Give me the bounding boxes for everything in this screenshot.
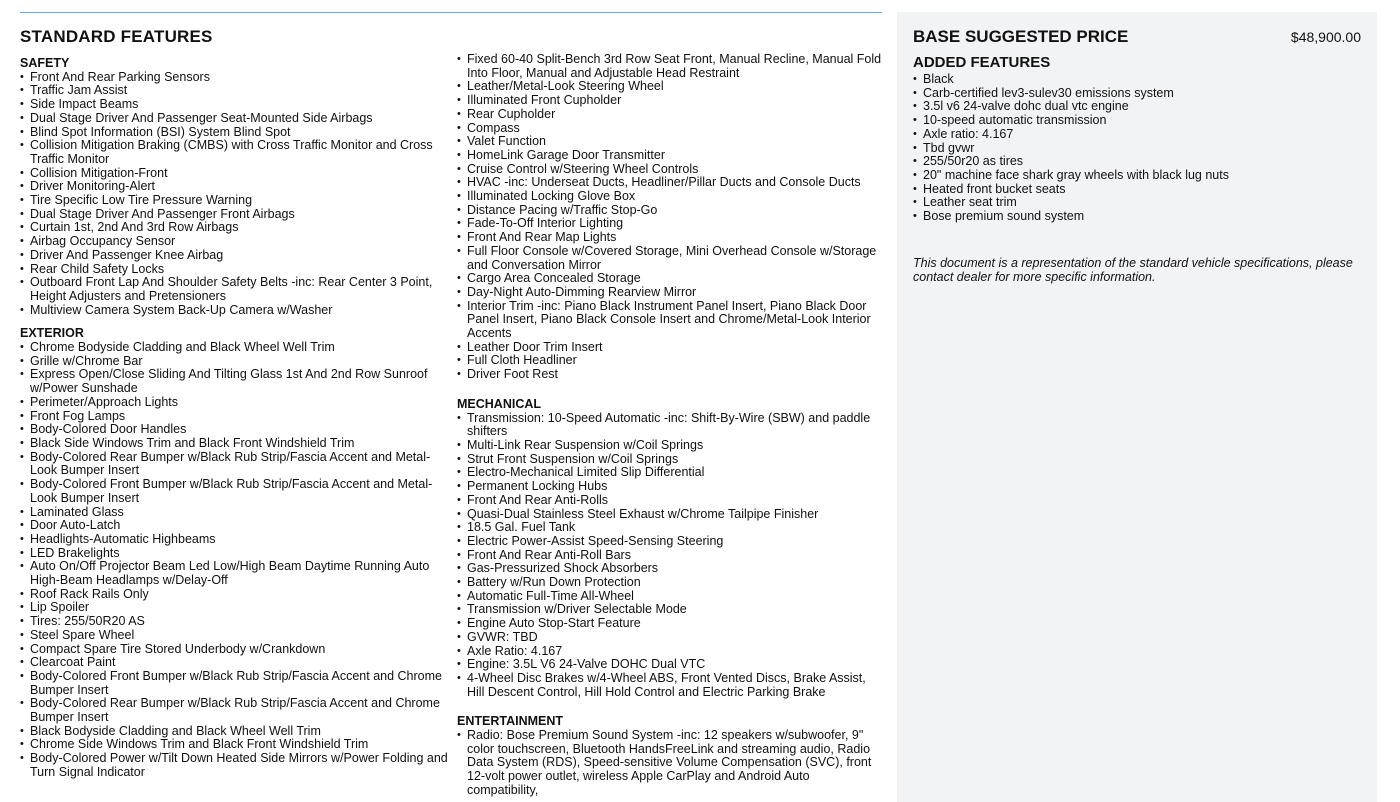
added-feature-item: • Leather seat trim [913,196,1361,210]
safety-item: • Driver Monitoring-Alert [20,180,450,194]
interior-item: • HomeLink Garage Door Transmitter [457,149,882,163]
mechanical-item: • Axle Ratio: 4.167 [457,645,882,659]
interior-item: • Leather/Metal-Look Steering Wheel [457,80,882,94]
mechanical-item: • Automatic Full-Time All-Wheel [457,590,882,604]
interior-item: • Illuminated Locking Glove Box [457,190,882,204]
interior-item: • Driver Foot Rest [457,368,882,382]
safety-item: • Dual Stage Driver And Passenger Seat-Mounted Side Airbags [20,112,450,126]
interior-item: • Front And Rear Map Lights [457,231,882,245]
interior-item: • Valet Function [457,135,882,149]
interior-item: • HVAC -inc: Underseat Ducts, Headliner/Pillar Ducts and Console Ducts [457,176,882,190]
safety-item: • Airbag Occupancy Sensor [20,235,450,249]
standard-features-title: STANDARD FEATURES [20,27,213,46]
mechanical-heading: MECHANICAL [457,396,542,411]
price-row [913,26,1361,48]
interior-item: • Rear Cupholder [457,108,882,122]
exterior-item: • Body-Colored Front Bumper w/Black Rub Strip/Fascia Accent and Metal-Look Bumper Insert [20,478,450,505]
standard-features-left-column [20,26,450,780]
added-features [913,53,1361,224]
safety-list [20,71,450,318]
interior-item: • Fixed 60-40 Split-Bench 3rd Row Seat Front, Manual Recline, Manual Fold Into Floor, Manual and Adjustable Head Restraint [457,53,882,80]
disclaimer-text: This document is a representation of the standard vehicle specifications, please contact dealer for more specific information. [913,256,1353,284]
mechanical-item: • Transmission: 10-Speed Automatic -inc: Shift-By-Wire (SBW) and paddle shifters [457,412,882,439]
exterior-item: • LED Brakelights [20,547,450,561]
interior-item: • Leather Door Trim Insert [457,341,882,355]
mechanical-item: • Quasi-Dual Stainless Steel Exhaust w/Chrome Tailpipe Finisher [457,508,882,522]
mechanical-item: • Front And Rear Anti-Rolls [457,494,882,508]
mechanical-item: • GVWR: TBD [457,631,882,645]
standard-features-middle-column [457,53,882,798]
mechanical-item: • 18.5 Gal. Fuel Tank [457,521,882,535]
safety-item: • Collision Mitigation Braking (CMBS) with Cross Traffic Monitor and Cross Traffic Monitor [20,139,450,166]
pricing-panel [897,12,1377,802]
safety-item: • Front And Rear Parking Sensors [20,71,450,85]
safety-item: • Blind Spot Information (BSI) System Blind Spot [20,126,450,140]
safety-heading: SAFETY [20,56,70,70]
base-price-label: BASE SUGGESTED PRICE [913,27,1129,46]
safety-item: • Rear Child Safety Locks [20,263,450,277]
safety-item: • Collision Mitigation-Front [20,167,450,181]
exterior-item: • Roof Rack Rails Only [20,588,450,602]
exterior-item: • Auto On/Off Projector Beam Led Low/High Beam Daytime Running Auto High-Beam Headlamps w/Delay-Off [20,560,450,587]
added-feature-item: • Bose premium sound system [913,210,1361,224]
added-features-title: ADDED FEATURES [913,54,1051,71]
added-feature-item: • 20" machine face shark gray wheels with black lug nuts [913,169,1361,183]
safety-item: • Side Impact Beams [20,98,450,112]
added-feature-item: • Axle ratio: 4.167 [913,128,1361,142]
added-feature-item: • 10-speed automatic transmission [913,114,1361,128]
exterior-item: • Black Side Windows Trim and Black Front Windshield Trim [20,437,450,451]
exterior-item: • Tires: 255/50R20 AS [20,615,450,629]
added-feature-item: • 3.5l v6 24-valve dohc dual vtc engine [913,100,1361,114]
exterior-item: • Front Fog Lamps [20,410,450,424]
safety-item: • Traffic Jam Assist [20,84,450,98]
exterior-item: • Body-Colored Rear Bumper w/Black Rub Strip/Fascia Accent and Chrome Bumper Insert [20,697,450,724]
exterior-heading: EXTERIOR [20,326,84,341]
interior-item: • Distance Pacing w/Traffic Stop-Go [457,204,882,218]
interior-item: • Fade-To-Off Interior Lighting [457,217,882,231]
interior-item: • Interior Trim -inc: Piano Black Instrument Panel Insert, Piano Black Door Panel Insert, Piano Black Console Insert and Chrome/Metal-Look Interior Accents [457,300,882,341]
mechanical-item: • Battery w/Run Down Protection [457,576,882,590]
exterior-item: • Body-Colored Front Bumper w/Black Rub Strip/Fascia Accent and Chrome Bumper Insert [20,670,450,697]
safety-item: • Curtain 1st, 2nd And 3rd Row Airbags [20,221,450,235]
exterior-item: • Black Bodyside Cladding and Black Wheel Well Trim [20,725,450,739]
exterior-item: • Body-Colored Door Handles [20,423,450,437]
mechanical-item: • Engine: 3.5L V6 24-Valve DOHC Dual VTC [457,658,882,672]
entertainment-list [457,729,882,798]
mechanical-item: • Electric Power-Assist Speed-Sensing Steering [457,535,882,549]
exterior-item: • Steel Spare Wheel [20,629,450,643]
entertainment-item: • Radio: Bose Premium Sound System -inc: 12 speakers w/subwoofer, 9" color touchscreen, Bluetooth HandsFreeLink and streaming audio, Radio Data System (RDS), Speed-sensitive Volume Compensation (SVC), front 12-volt power outlet, wireless Apple CarPlay and Android Auto compatibility, [457,729,882,798]
exterior-list [20,341,450,780]
interior-list [457,53,882,382]
interior-item: • Full Floor Console w/Covered Storage, Mini Overhead Console w/Storage and Conversation Mirror [457,245,882,272]
mechanical-item: • 4-Wheel Disc Brakes w/4-Wheel ABS, Front Vented Discs, Brake Assist, Hill Descent Control, Hill Hold Control and Electric Parking Brake [457,672,882,699]
added-feature-item: • Black [913,73,1361,87]
exterior-item: • Perimeter/Approach Lights [20,396,450,410]
added-feature-item: • Heated front bucket seats [913,183,1361,197]
exterior-item: • Laminated Glass [20,506,450,520]
added-feature-item: • Carb-certified lev3-sulev30 emissions system [913,87,1361,101]
mechanical-list [457,412,882,700]
safety-item: • Driver And Passenger Knee Airbag [20,249,450,263]
mechanical-item: • Engine Auto Stop-Start Feature [457,617,882,631]
exterior-item: • Body-Colored Power w/Tilt Down Heated Side Mirrors w/Power Folding and Turn Signal Indicator [20,752,450,779]
mechanical-item: • Multi-Link Rear Suspension w/Coil Springs [457,439,882,453]
interior-item: • Day-Night Auto-Dimming Rearview Mirror [457,286,882,300]
exterior-item: • Express Open/Close Sliding And Tilting Glass 1st And 2nd Row Sunroof w/Power Sunshade [20,368,450,395]
safety-item: • Tire Specific Low Tire Pressure Warning [20,194,450,208]
exterior-item: • Chrome Bodyside Cladding and Black Wheel Well Trim [20,341,450,355]
mechanical-item: • Gas-Pressurized Shock Absorbers [457,562,882,576]
safety-item: • Outboard Front Lap And Shoulder Safety Belts -inc: Rear Center 3 Point, Height Adjusters and Pretensioners [20,276,450,303]
interior-item: • Full Cloth Headliner [457,354,882,368]
added-feature-item: • Tbd gvwr [913,142,1361,156]
mechanical-item: • Transmission w/Driver Selectable Mode [457,603,882,617]
exterior-item: • Lip Spoiler [20,601,450,615]
mechanical-item: • Strut Front Suspension w/Coil Springs [457,453,882,467]
safety-item: • Multiview Camera System Back-Up Camera w/Washer [20,304,450,318]
exterior-item: • Headlights-Automatic Highbeams [20,533,450,547]
exterior-item: • Clearcoat Paint [20,656,450,670]
interior-item: • Cargo Area Concealed Storage [457,272,882,286]
interior-item: • Cruise Control w/Steering Wheel Controls [457,163,882,177]
mechanical-item: • Electro-Mechanical Limited Slip Differential [457,466,882,480]
exterior-item: • Door Auto-Latch [20,519,450,533]
base-price-value: $48,900.00 [1290,29,1361,45]
mechanical-item: • Front And Rear Anti-Roll Bars [457,549,882,563]
exterior-item: • Body-Colored Rear Bumper w/Black Rub Strip/Fascia Accent and Metal-Look Bumper Insert [20,451,450,478]
added-feature-item: • 255/50r20 as tires [913,155,1361,169]
mechanical-item: • Permanent Locking Hubs [457,480,882,494]
interior-item: • Compass [457,122,882,136]
exterior-item: • Compact Spare Tire Stored Underbody w/Crankdown [20,643,450,657]
added-features-list [913,73,1361,224]
top-divider [20,12,882,13]
exterior-item: • Grille w/Chrome Bar [20,355,450,369]
exterior-item: • Chrome Side Windows Trim and Black Front Windshield Trim [20,738,450,752]
safety-item: • Dual Stage Driver And Passenger Front Airbags [20,208,450,222]
entertainment-heading: ENTERTAINMENT [457,714,564,729]
interior-item: • Illuminated Front Cupholder [457,94,882,108]
